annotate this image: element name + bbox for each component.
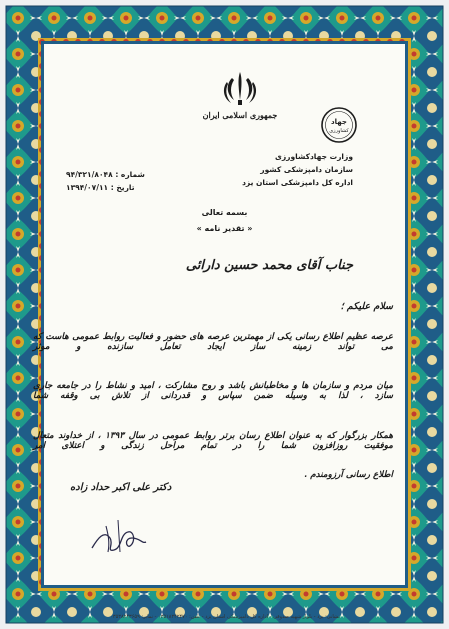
number-value: ۹۴/۳۲۱/۸۰۴۸ (66, 170, 113, 179)
date-value: ۱۳۹۴/۰۷/۱۱ (66, 183, 109, 192)
signatory-name: دکتر علی اکبر حداد زاده (70, 482, 172, 493)
jihad-keshavarzi-logo (320, 106, 358, 144)
certificate-title: « تقدیر نامه » (196, 224, 253, 233)
footer-address: نشانی: یزد - بلوار شهید صدوقی - اداره کل دامپزشکی استان یزد - تلفن: ۰۳۵۱۸۲۴۲۴۷۰ - نمابر: ۰۳۵۳۸۲۴۳۶۵۹ (110, 614, 340, 620)
body-line-2: میان مردم و سازمان ها و مخاطبانش باشد و روح مشارکت ، امید و نشاط را در جامعه جاری سازد ، لذا به وسیله ضمن سپاس و قدردانی از تلاش بی وقفه شما (33, 381, 393, 401)
handwritten-signature (84, 508, 154, 564)
logo-text-bottom: کشاورزی (329, 128, 349, 134)
body-line-3: همکار بزرگوار که به عنوان اطلاع رسان برتر روابط عمومی در سال ۱۳۹۳ ، از خداوند متعال موفقیت روزافزون شما را در تمام مراحل زندگی و اعتلای امر (33, 431, 393, 451)
emblem-caption: جمهوری اسلامی ایران (202, 110, 278, 120)
date-label: تاریخ : (110, 183, 135, 192)
ministry-line-1: وزارت جهادکشاورزی (274, 152, 353, 161)
logo-text-top: جهاد (331, 118, 347, 126)
letter-number (66, 170, 145, 179)
number-label: شماره : (115, 170, 145, 179)
ministry-line-3: اداره کل دامپزشکی استان یزد (242, 178, 353, 187)
iran-emblem-icon (220, 70, 260, 108)
recipient-name: جناب آقای محمد حسین دارائی (185, 258, 353, 273)
body-line-1: عرصه عظیم اطلاع رسانی یکی از مهمترین عرصه های حضور و فعالیت روابط عمومی هاست که می تواند زمینه ساز ایجاد تعامل سازنده و موثر (33, 332, 393, 352)
basmala: بسمه تعالی (201, 208, 248, 217)
body-line-4: اطلاع رسانی آرزومندم . (304, 470, 393, 480)
letter-date (66, 183, 135, 192)
greeting: سلام علیکم ؛ (340, 301, 393, 312)
ministry-line-2: سازمان دامپزشکی کشور (260, 165, 353, 174)
